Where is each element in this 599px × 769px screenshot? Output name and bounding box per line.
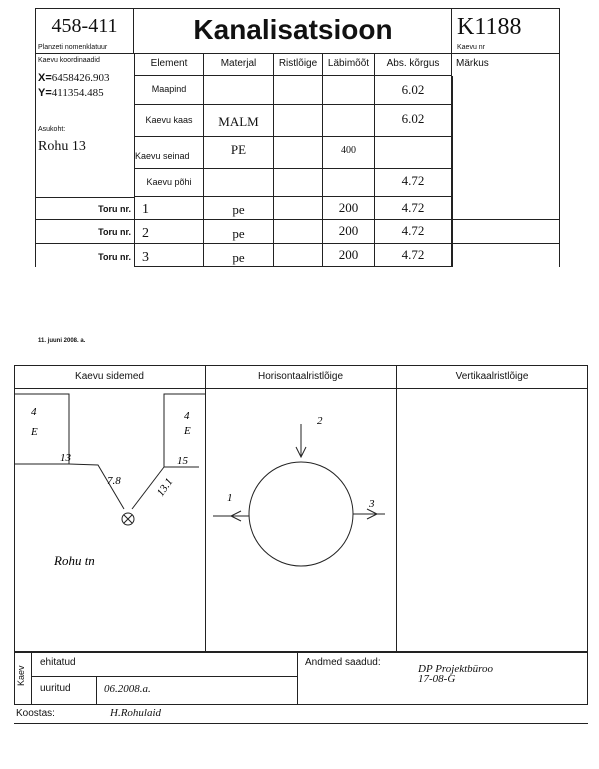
surveyed-value: 06.2008.a.	[104, 683, 151, 695]
plan-caption: Planzeti nomenklatuur	[38, 44, 108, 51]
pipe-notes	[452, 197, 560, 220]
col-well-connections: Kaevu sidemed	[75, 371, 144, 382]
title-box	[134, 8, 452, 54]
col-abs-height: Abs. kõrgus	[375, 54, 452, 76]
col-horizontal-section: Horisontaalristlõige	[257, 371, 344, 382]
pipe-label: Toru nr.	[35, 220, 134, 244]
row-material: MALM	[204, 105, 274, 137]
pipe-number: 1	[134, 197, 204, 220]
row-height	[375, 137, 452, 169]
pipe-cross	[274, 244, 323, 267]
pipe-diameter: 200	[323, 197, 375, 220]
col-notes: Märkus	[456, 58, 489, 69]
sketch-divider-2	[396, 365, 397, 652]
page-title: Kanalisatsioon	[193, 14, 393, 45]
location-caption: Asukoht:	[38, 126, 66, 133]
x-value: 6458426.903	[51, 72, 110, 84]
mark-right-top: 4	[184, 410, 190, 422]
pipe-notes	[452, 220, 560, 244]
plan-box	[35, 8, 134, 54]
surveyed-label: uuritud	[40, 683, 71, 694]
info-panel	[35, 54, 134, 198]
built-label: ehitatud	[40, 657, 76, 668]
row-material	[204, 76, 274, 105]
author-label: Koostas:	[16, 708, 55, 719]
pipe-material: pe	[204, 197, 274, 220]
x-coordinate	[38, 72, 110, 84]
arrow-1-label: 1	[227, 492, 233, 504]
well-circle	[249, 462, 353, 566]
well-cross	[124, 515, 132, 523]
row-diameter	[323, 76, 375, 105]
coords-caption: Kaevu koordinaadid	[38, 57, 100, 64]
row-height: 6.02	[375, 76, 452, 105]
pipe-material: pe	[204, 220, 274, 244]
pipe-diameter: 200	[323, 244, 375, 267]
row-height: 4.72	[375, 169, 452, 197]
surveyed-row	[32, 677, 298, 704]
pipe-height: 4.72	[375, 244, 452, 267]
pipe-cross	[274, 197, 323, 220]
row-height: 6.02	[375, 105, 452, 137]
built-row	[32, 652, 298, 677]
plan-code: 458-411	[51, 15, 118, 37]
mark-left-top: 4	[31, 406, 37, 418]
horizontal-section-sketch	[205, 389, 396, 652]
surveyed-divider	[96, 677, 97, 704]
source-value-2: 17-08-G	[418, 673, 456, 685]
author-row	[14, 704, 588, 724]
col-vertical-section: Vertikaalristlõige	[455, 371, 529, 382]
street-label: Rohu tn	[54, 553, 95, 568]
pipe-label: Toru nr.	[35, 197, 134, 220]
source-value-1: DP Projektbüroo	[418, 663, 494, 675]
row-diameter: 400	[323, 137, 375, 169]
pipe-number: 2	[134, 220, 204, 244]
col-material: Materjal	[204, 54, 274, 76]
row-material: PE	[204, 137, 274, 169]
col-diameter: Läbimõõt	[323, 54, 375, 76]
pipe-height: 4.72	[375, 197, 452, 220]
row-material	[204, 169, 274, 197]
mark-13: 13	[60, 452, 71, 464]
pipe-diameter: 200	[323, 220, 375, 244]
pipe-cross	[274, 220, 323, 244]
well-caption: Kaevu nr	[457, 44, 486, 51]
y-value: 411354.485	[51, 87, 104, 99]
well-id: K1188	[457, 14, 522, 40]
footer-side-label: Kaev	[16, 665, 26, 686]
pipe-material: pe	[204, 244, 274, 267]
y-label: Y=	[38, 87, 52, 99]
date-note: 11. juuni 2008. a.	[38, 338, 86, 344]
row-element: Kaevu kaas	[134, 105, 204, 137]
mark-right-e: E	[184, 425, 191, 437]
well-box	[452, 8, 560, 54]
location-value: Rohu 13	[38, 139, 86, 154]
pipe-number: 3	[134, 244, 204, 267]
mark-78: 7.8	[107, 475, 121, 487]
col-cross-section: Ristlõige	[274, 54, 323, 76]
author-value: H.Rohulaid	[110, 707, 162, 719]
row-cross	[274, 169, 323, 197]
row-diameter	[323, 105, 375, 137]
source-label: Andmed saadud:	[305, 657, 381, 668]
arrow-2-label: 2	[317, 415, 323, 427]
row-cross	[274, 137, 323, 169]
row-cross	[274, 105, 323, 137]
row-diameter	[323, 169, 375, 197]
col-element: Element	[134, 54, 204, 76]
y-coordinate	[38, 87, 104, 99]
mark-15: 15	[177, 455, 188, 467]
row-element: Kaevu põhi	[134, 169, 204, 197]
connections-sketch	[14, 389, 205, 652]
pipe-label: Toru nr.	[98, 252, 131, 262]
x-label: X=	[38, 72, 52, 84]
arrow-3-label: 3	[369, 498, 375, 510]
row-cross	[274, 76, 323, 105]
pipe-height: 4.72	[375, 220, 452, 244]
row-element: Maapind	[134, 76, 204, 105]
mark-left-e: E	[31, 426, 38, 438]
row-element: Kaevu seinad	[134, 137, 204, 169]
mark-131: 13.1	[154, 476, 176, 499]
